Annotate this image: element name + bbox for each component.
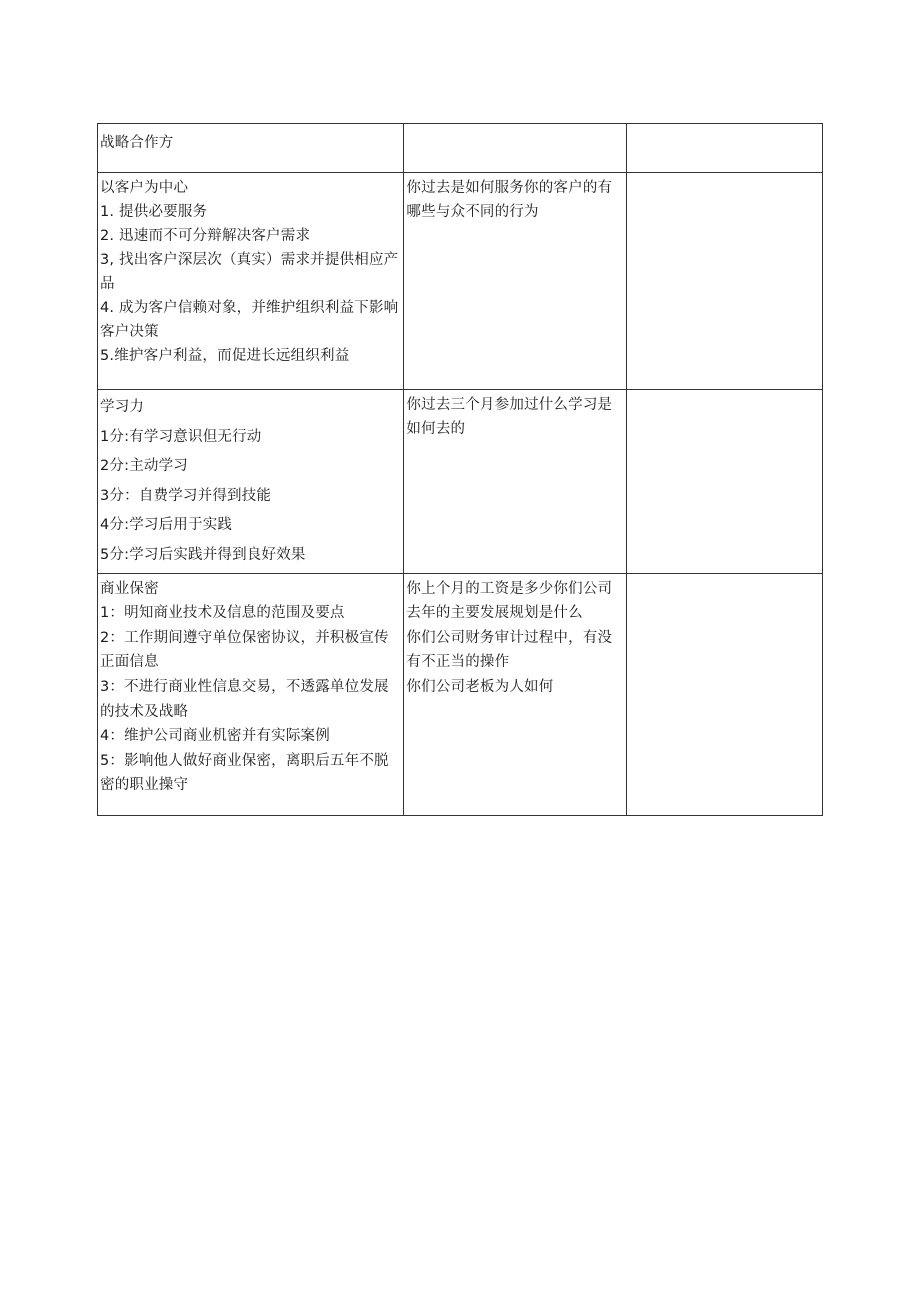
question-cell bbox=[404, 173, 626, 390]
competency-interview-table bbox=[97, 123, 823, 816]
criteria-cell bbox=[98, 124, 404, 173]
criteria-level-1: 1. 提供必要服务 bbox=[100, 204, 208, 220]
criteria-level-2: 2. 迅速而不可分辩解决客户需求 bbox=[100, 228, 311, 244]
criteria-level-5: 5：影响他人做好商业保密，离职后五年不脱密的职业操守 bbox=[100, 752, 389, 794]
table-row-customer-centric bbox=[98, 173, 823, 390]
question-cell bbox=[404, 124, 626, 173]
interview-question: 你过去是如何服务你的客户的有哪些与众不同的行为 bbox=[406, 180, 613, 220]
criteria-cell bbox=[98, 173, 404, 390]
criteria-level-4: 4：维护公司商业机密并有实际案例 bbox=[100, 728, 330, 745]
table-row-learning-ability bbox=[98, 390, 823, 574]
criteria-title: 学习力 bbox=[100, 399, 145, 415]
notes-cell bbox=[626, 173, 822, 390]
criteria-level-4: 4分:学习后用于实践 bbox=[100, 517, 233, 534]
criteria-level-3: 3, 找出客户深层次（真实）需求并提供相应产品 bbox=[100, 252, 399, 292]
notes-cell bbox=[626, 124, 822, 173]
criteria-level-4: 4. 成为客户信赖对象，并维护组织利益下影响客户决策 bbox=[100, 300, 399, 340]
criteria-cell bbox=[98, 573, 404, 815]
table-row-trade-secrets bbox=[98, 573, 823, 815]
criteria-title: 战略合作方 bbox=[100, 135, 174, 151]
criteria-cell bbox=[98, 390, 404, 574]
interview-question-1: 你上个月的工资是多少你们公司去年的主要发展规划是什么 bbox=[406, 580, 613, 622]
criteria-title: 以客户为中心 bbox=[100, 180, 189, 196]
criteria-title: 商业保密 bbox=[100, 580, 159, 597]
criteria-level-3: 3：不进行商业性信息交易，不透露单位发展的技术及战略 bbox=[100, 678, 389, 720]
criteria-level-2: 2分:主动学习 bbox=[100, 458, 189, 475]
criteria-level-5: 5分:学习后实践并得到良好效果 bbox=[100, 546, 306, 563]
criteria-level-2: 2：工作期间遵守单位保密协议，并积极宣传正面信息 bbox=[100, 629, 389, 671]
criteria-level-3: 3分：自费学习并得到技能 bbox=[100, 487, 272, 504]
notes-cell bbox=[626, 573, 822, 815]
interview-question-2: 你们公司财务审计过程中，有没有不正当的操作 bbox=[406, 629, 613, 671]
interview-question: 你过去三个月参加过什么学习是如何去的 bbox=[406, 397, 613, 437]
criteria-level-1: 1分:有学习意识但无行动 bbox=[100, 428, 262, 445]
table-row-strategic-partner bbox=[98, 124, 823, 173]
criteria-level-1: 1：明知商业技术及信息的范围及要点 bbox=[100, 605, 345, 622]
interview-question-3: 你们公司老板为人如何 bbox=[406, 678, 554, 695]
notes-cell bbox=[626, 390, 822, 574]
criteria-level-5: 5.维护客户利益，而促进长远组织利益 bbox=[100, 348, 350, 364]
question-cell bbox=[404, 390, 626, 574]
question-cell bbox=[404, 573, 626, 815]
